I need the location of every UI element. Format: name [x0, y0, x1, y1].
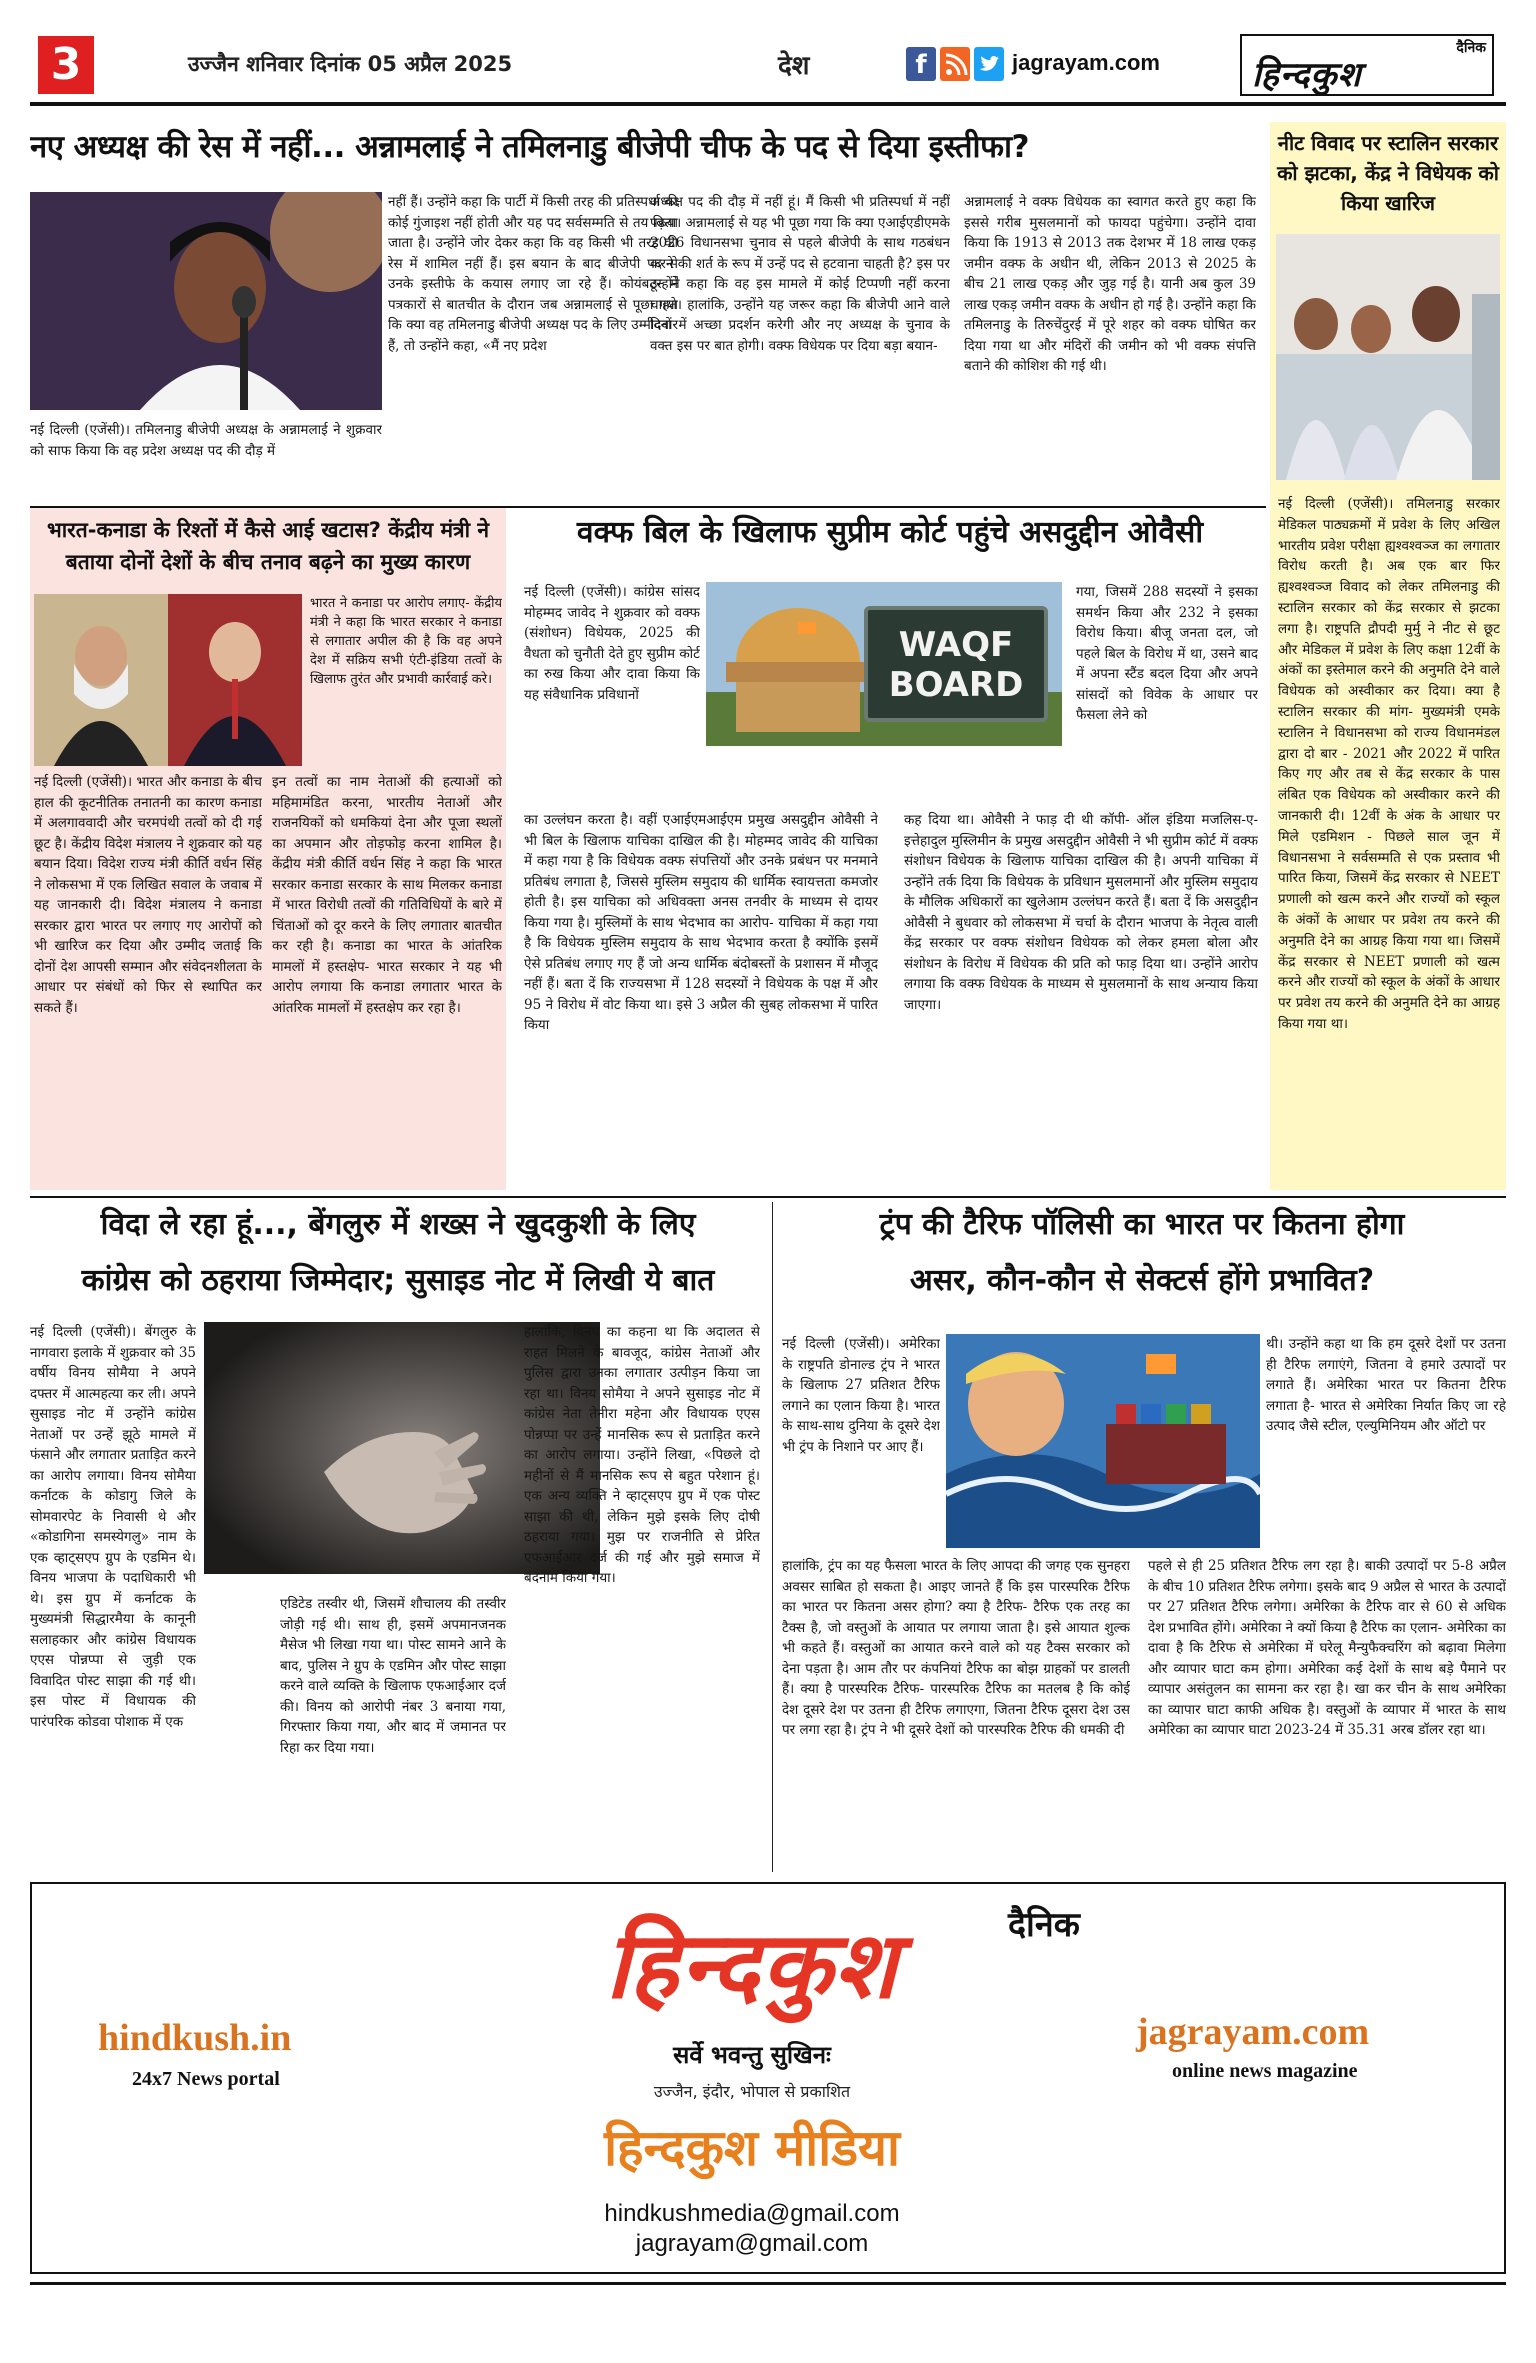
article5-headline-line2: कांग्रेस को ठहराया जिम्मेदार; सुसाइड नोट में लिखी ये बात: [81, 1263, 715, 1298]
ad-left-site[interactable]: hindkush.in: [98, 2017, 292, 2059]
article2-body: नई दिल्ली (एजेंसी)। तमिलनाडु सरकार मेडिकल पाठ्यक्रमों में प्रवेश के लिए अखिल भारतीय प्रवेश परीक्षा ह्यश्वश्वञ्ज का लगातार विरोध करती है। अब एक बार फिर ह्यश्वश्वञ्ज विवाद को लेकर तमिलनाडु की स्टालिन सरकार को केंद्र सरकार से झटका लगा है। राष्ट्रपति द्रौपदी मुर्मु ने नीट से छूट और मेडिकल में प्रवेश के लिए कक्षा 12वीं के अंकों का इस्तेमाल करने की अनुमति देने वाले विधेयक को अस्वीकार कर दिया। क्या है स्टालिन सरकार की मांग- मुख्यमंत्री एमके स्टालिन ने विधानसभा को राज्य विधानमंडल द्वारा दो बार - 2021 और 2022 में पारित किए गए और तब से केंद्र सरकार के पास लंबित एक विधेयक को अस्वीकार करने की जानकारी दी। 12वीं के अंक के आधार पर मिले एडमिशन - पिछले साल जून में विधानसभा ने सर्वसम्मति से एक प्रस्ताव भी पारित किया, जिसमें केंद्र सरकार से NEET प्रणाली को खत्म करने और राज्यों को स्कूल के अंकों के आधार पर प्रवेश तय करने की अनुमति देने का आग्रह किया गया था। जिसमें केंद्र सरकार से NEET प्रणाली को खत्म करने और राज्यों को स्कूल के अंकों के आधार पर प्रवेश तय करने की अनुमति देने का आग्रह किया गया था।: [1278, 496, 1500, 1032]
article1-col-2: नहीं हैं। उन्होंने कहा कि पार्टी में किसी तरह की प्रतिस्पर्धा की कोई गुंजाइश नहीं होती और यह पद सर्वसम्मति से तय किया जाता है। उन्होंने जोर देकर कहा कि वह किसी भी तरह की रेस में शामिल नहीं हैं। इस बयान के बाद बीजेपी पद से उनके इस्तीफे के कयास लगाए जा रहे हैं। कोयंबटूर में पत्रकारों से बातचीत के दौरान जब अन्नामलाई से पूछा गया कि क्या वह तमिलनाडु बीजेपी अध्यक्ष पद के लिए उम्मीदवार हैं, तो उन्होंने कहा, «मैं नए प्रदेश: [388, 194, 678, 354]
article3-headline: भारत-कनाडा के रिश्तों में कैसे आई खटास? केंद्रीय मंत्री ने बताया दोनों देशों के बीच तनाव बढ़ने का मुख्य कारण: [46, 518, 490, 574]
ad-brand: हिन्दकुश: [605, 1911, 899, 2019]
article4-col-a: नई दिल्ली (एजेंसी)। कांग्रेस सांसद मोहम्मद जावेद ने शुक्रवार को वक्फ (संशोधन) विधेयक, 2025 की वैधता को चुनौती देते हुए सुप्रीम कोर्ट का रुख किया और दावा किया कि यह संवैधानिक प्रविधानों: [524, 584, 700, 703]
waqf-sign-line2: BOARD: [888, 665, 1024, 705]
section-label: देश: [778, 51, 810, 81]
article6-col-c: थी। उन्होंने कहा था कि हम दूसरे देशों पर उतना ही टैरिफ लगाएंगे, जितना वे हमारे उत्पादों पर लगाते हैं। अमेरिका भारत पर कितना टैरिफ लगाता है- भारत से अमेरिका निर्यात किए जा रहे उत्पाद जैसे स्टील, एल्युमिनियम और ऑटो पर: [1266, 1336, 1506, 1434]
article3-col-right-top: भारत ने कनाडा पर आरोप लगाए- केंद्रीय मंत्री ने कहा कि भारत सरकार ने कनाडा से लगातार अपील की है कि वह अपने देश में सक्रिय सभी एंटी-इंडिया तत्वों के खिलाफ तुरंत और प्रभावी कार्रवाई करे।: [310, 596, 502, 687]
article5-col-a: नई दिल्ली (एजेंसी)। बेंगलुरु के नागवारा इलाके में शुक्रवार को 35 वर्षीय विनय सोमैया ने अपने दफ्तर में आत्महत्या कर ली। अपने सुसाइड नोट में उन्होंने कांग्रेस नेताओं पर उन्हें झूठे मामले में फंसाने और लगातार प्रताड़ित करने का आरोप लगाया। विनय सोमैया कर्नाटक के कोडागु जिले के सोमवारपेट के निवासी थे और «कोडागिना समस्येगलु» नाम के एक व्हाट्सएप ग्रुप के एडमिन थे। विनय भाजपा के पदाधिकारी भी थे। इस ग्रुप में कर्नाटक के मुख्यमंत्री सिद्धारमैया के कानूनी सलाहकार और कांग्रेस विधायक एएस पोन्नप्पा से जुड़ी एक विवादित पोस्ट साझा की गई थी। इस पोस्ट में विधायक की पारंपरिक कोडवा पोशाक में एक: [30, 1324, 196, 1730]
masthead-logo-text: हिन्दकुश: [1252, 55, 1362, 95]
article4-col-d: कह दिया था। ओवैसी ने फाड़ दी थी कॉपी- ऑल इंडिया मजलिस-ए-इत्तेहादुल मुस्लिमीन के प्रमुख असदुद्दीन ओवैसी ने भी सुप्रीम कोर्ट में वक्फ संशोधन विधेयक के खिलाफ याचिका दाखिल की है। अपनी याचिका में उन्होंने तर्क दिया कि विधेयक के प्रविधान मुसलमानों और मुस्लिम समुदाय के मौलिक अधिकारों का खुलेआम उल्लंघन करते हैं। बता दें कि असदुद्दीन ओवैसी ने बुधवार को लोकसभा में चर्चा के दौरान भाजपा के नेतृत्व वाली केंद्र सरकार पर वक्फ संशोधन विधेयक को लेकर हमला बोला और संशोधन के विरोध में विधेयक की प्रति को फाड़ दिया था। उन्होंने आरोप लगाया कि वक्फ विधेयक के माध्यम से मुसलमानों के साथ अन्याय किया जाएगा।: [904, 812, 1258, 1013]
article3-col-left: नई दिल्ली (एजेंसी)। भारत और कनाडा के बीच हाल की कूटनीतिक तनातनी का कारण कनाडा में अलगाववादी और चरमपंथी तत्वों को दी गई छूट है। केंद्रीय विदेश मंत्रालय ने शुक्रवार को यह बयान दिया। विदेश राज्य मंत्री कीर्ति वर्धन सिंह ने लोकसभा में एक लिखित सवाल के जवाब में यह जानकारी दी। विदेश मंत्रालय ने कनाडा सरकार द्वारा भारत पर लगाए गए आरोपों को भी खारिज कर दिया और उम्मीद जताई कि दोनों देश आपसी सम्मान और संवेदनशीलता के आधार पर संबंधों को फिर से स्थापित कर सकते हैं।: [34, 774, 262, 1016]
masthead-website[interactable]: jagrayam.com: [1012, 50, 1160, 75]
article4-col-b: गया, जिसमें 288 सदस्यों ने इसका समर्थन किया और 232 ने इसका विरोध किया। बीजू जनता दल, जो पहले बिल के विरोध में था, उसने बाद में अपना स्टैंड बदल दिया और अपने सांसदों को विवेक के आधार पर फैसला लेने को: [1076, 584, 1258, 723]
ad-brand-small: दैनिक: [1008, 1905, 1080, 1945]
waqf-sign-line1: WAQF: [898, 625, 1014, 665]
ad-left-tag: 24x7 News portal: [132, 2068, 280, 2090]
modi-carney-photo: [34, 594, 302, 766]
article5-headline-line1: विदा ले रहा हूं..., बेंगलुरु में शख्स ने खुदकुशी के लिए: [100, 1207, 696, 1242]
masthead-logo-small: दैनिक: [1456, 40, 1486, 56]
rss-icon[interactable]: [940, 47, 970, 81]
article6-col-b: हालांकि, ट्रंप का यह फैसला भारत के लिए आपदा की जगह एक सुनहरा अवसर साबित हो सकता है। आइए जानते हैं कि इस पारस्परिक टैरिफ का भारत पर कितना असर होगा? क्या है टैरिफ- टैरिफ एक तरह का टैक्स है, जो वस्तुओं के आयात पर लगाया जाता है। इसे आयात शुल्क भी कहते हैं। वस्तुओं का आयात करने वाले को यह टैक्स सरकार को देना पड़ता है। आम तौर पर कंपनियां टैरिफ का बोझ ग्राहकों पर डालती हैं। क्या है पारस्परिक टैरिफ- पारस्परिक टैरिफ का मतलब है कि कोई देश दूसरे देश पर उतना ही टैरिफ लगाएगा, जितना टैरिफ दूसरा देश उस पर लगा रहा है। ट्रंप ने भी दूसरे देशों को पारस्परिक टैरिफ की धमकी दी: [782, 1558, 1130, 1738]
page-number-badge: 3: [38, 36, 94, 94]
divider-bottom: [772, 1202, 773, 1872]
footer-rule: [30, 2282, 1506, 2285]
ad-motto: सर्वे भवन्तु सुखिनः: [673, 2041, 831, 2069]
ad-published-from: उज्जैन, इंदौर, भोपाल से प्रकाशित: [653, 2082, 851, 2101]
stalin-photo: [1276, 234, 1500, 480]
article1-col-3: अध्यक्ष पद की दौड़ में नहीं हूं। मैं किसी भी प्रतिस्पर्धा में नहीं पड़ता। अन्नामलाई से यह भी पूछा गया कि क्या एआईएडीएमके 2026 विधानसभा चुनाव से पहले बीजेपी के साथ गठबंधन करने की शर्त के रूप में उन्हें पद से हटवाना चाहती है? इस पर उन्होंने कहा कि वह इस मामले में कोई टिप्पणी नहीं करना चाहते। हालांकि, उन्होंने यह जरूर कहा कि बीजेपी आने वाले दिनों में अच्छा प्रदर्शन करेगी और नए अध्यक्ष के चुनाव के वक्त इस पर बात होगी। वक्फ विधेयक पर दिया बड़ा बयान-: [650, 194, 950, 354]
article1-headline: नए अध्यक्ष की रेस में नहीं... अन्नामलाई ने तमिलनाडु बीजेपी चीफ के पद से दिया इस्तीफा?: [30, 129, 1029, 165]
article5-col-c: हालांकि, विनय का कहना था कि अदालत से राहत मिलने के बावजूद, कांग्रेस नेताओं और पुलिस द्वारा उनका लगातार उत्पीड़न किया जा रहा था। विनय सोमैया ने अपने सुसाइड नोट में कांग्रेस नेता तेनीरा महेना और विधायक एएस पोन्नप्पा पर उन्हें मानसिक रूप से प्रताड़ित करने का आरोप लगाया। उन्होंने लिखा, «पिछले दो महीनों से मैं मानसिक रूप से बहुत परेशान हूं। एक अन्य व्यक्ति ने व्हाट्सएप ग्रुप में एक पोस्ट साझा की थी, लेकिन मुझे इसके लिए दोषी ठहराया गया। मुझ पर राजनीति से प्रेरित एफआईआर दर्ज की गई और मुझे समाज में बदनाम किया गया।: [524, 1324, 760, 1586]
trump-tariff-photo: [946, 1334, 1260, 1548]
facebook-icon[interactable]: f: [906, 47, 936, 81]
masthead-rule: [30, 102, 1506, 106]
article4-headline: वक्फ बिल के खिलाफ सुप्रीम कोर्ट पहुंचे असदुद्दीन ओवैसी: [576, 515, 1204, 550]
article6-col-a: नई दिल्ली (एजेंसी)। अमेरिका के राष्ट्रपति डोनाल्ड ट्रंप ने भारत के खिलाफ 27 प्रतिशत टैरिफ लगाने का एलान किया है। भारत के साथ-साथ दुनिया के दूसरे देश भी ट्रंप के निशाने पर आए हैं।: [782, 1336, 940, 1455]
ad-email-2[interactable]: jagrayam@gmail.com: [635, 2230, 869, 2257]
article5-col-b: एडिटेड तस्वीर थी, जिसमें शौचालय की तस्वीर जोड़ी गई थी। साथ ही, इसमें अपमानजनक मैसेज भी लिखा गया था। पोस्ट सामने आने के बाद, पुलिस ने ग्रुप के एडमिन और पोस्ट साझा करने वाले व्यक्ति के खिलाफ एफआईआर दर्ज की। विनय को आरोपी नंबर 3 बनाया गया, गिरफ्तार किया गया, और बाद में जमानत पर रिहा कर दिया गया।: [280, 1596, 506, 1756]
article2-headline: नीट विवाद पर स्टालिन सरकार को झटका, केंद्र ने विधेयक को किया खारिज: [1277, 131, 1499, 215]
rule-mid: [30, 1196, 1506, 1198]
article3-col-right: इन तत्वों का नाम नेताओं की हत्याओं को महिमामंडित करना, भारतीय नेताओं और राजनयिकों को धमकियां देना और पूजा स्थलों का अपमान और तोड़फोड़ करना शामिल है। केंद्रीय मंत्री कीर्ति वर्धन सिंह ने कहा कि भारत सरकार कनाडा सरकार के साथ मिलकर कनाडा में भारत विरोधी तत्वों की गतिविधियों के बारे में चिंताओं को दूर करने के लिए लगातार बातचीत कर रही है। कनाडा का भारत के आंतरिक मामलों में हस्तक्षेप- भारत सरकार ने यह भी आरोप लगाया कि कनाडा लगातार भारत के आंतरिक मामलों में हस्तक्षेप कर रहा है।: [272, 774, 502, 1016]
ad-right-site[interactable]: jagrayam.com: [1136, 2011, 1370, 2053]
article2-box: [1270, 122, 1506, 1190]
article3-box: [30, 508, 506, 1190]
ad-media: हिन्दकुश मीडिया: [604, 2119, 900, 2177]
masthead: [30, 30, 1506, 102]
twitter-icon[interactable]: [974, 47, 1004, 81]
dateline: उज्जैन शनिवार दिनांक 05 अप्रैल 2025: [188, 52, 513, 76]
article1-col-1: नई दिल्ली (एजेंसी)। तमिलनाडु बीजेपी अध्यक्ष के अन्नामलाई ने शुक्रवार को साफ किया कि वह प्रदेश अध्यक्ष पद की दौड़ में: [30, 422, 382, 459]
waqf-board-photo: [706, 582, 1062, 746]
article4-col-c: का उल्लंघन करता है। वहीं एआईएमआईएम प्रमुख असदुद्दीन ओवैसी ने भी बिल के खिलाफ याचिका दाखिल की है। मोहम्मद जावेद की याचिका में कहा गया है कि विधेयक वक्फ संपत्तियों और उनके प्रबंधन पर मनमाने प्रतिबंध लगाता है, जिससे मुस्लिम समुदाय की धार्मिक स्वायत्तता कमजोर होती है। इस याचिका को अधिवक्ता अनस तनवीर के माध्यम से दायर किया गया है। मुस्लिमों के साथ भेदभाव का आरोप- याचिका में कहा गया है कि विधेयक मुस्लिम समुदाय के साथ भेदभाव करता है क्योंकि इसमें ऐसे प्रतिबंध लगाए गए हैं जो अन्य धार्मिक बंदोबस्तों के प्रशासन में मौजूद नहीं हैं। बता दें कि राज्यसभा में 128 सदस्यों ने विधेयक के पक्ष में और 95 ने विरोध में वोट किया था। इसे 3 अप्रैल की सुबह लोकसभा में पारित किया: [524, 812, 878, 1033]
ad-right-tag: online news magazine: [1172, 2060, 1358, 2082]
annamalai-photo: [30, 192, 382, 410]
article6-col-d: पहले से ही 25 प्रतिशत टैरिफ लग रहा है। बाकी उत्पादों पर 5-8 अप्रैल के बीच 10 प्रतिशत टैरिफ लगेगा। इसके बाद 9 अप्रैल से भारत के उत्पादों पर 27 प्रतिशत टैरिफ लगेगा। अमेरिका के टैरिफ वार से 60 से अधिक देश प्रभावित होंगे। अमेरिका ने क्यों किया है टैरिफ का एलान- अमेरिका का दावा है कि टैरिफ से अमेरिका में घरेलू मैन्युफैक्चरिंग को बढ़ावा मिलेगा और व्यापार घाटा कम होगा। अमेरिका कई देशों के साथ बड़े पैमाने पर व्यापार असंतुलन का सामना कर रहा है। खा कर चीन के साथ अमेरिका का व्यापार घाटा काफी अधिक है। वस्तुओं के व्यापार में भारत के साथ अमेरिका का व्यापार घाटा 2023-24 में 35.31 अरब डॉलर रहा था।: [1148, 1558, 1506, 1738]
article6-headline-line2: असर, कौन-कौन से सेक्टर्स होंगे प्रभावित?: [909, 1263, 1375, 1298]
article1-col-4: अन्नामलाई ने वक्फ विधेयक का स्वागत करते हुए कहा कि इससे गरीब मुसलमानों को फायदा पहुंचेगा। उन्होंने दावा किया कि 1913 से 2013 तक देशभर में 18 लाख एकड़ जमीन वक्फ के अधीन थी, लेकिन 2013 से 2025 के बीच 21 लाख एकड़ और जुड़ गई है। यानी अब कुल 39 लाख एकड़ जमीन वक्फ के अधीन हो गई है। उन्होंने कहा कि तमिलनाडु के तिरुचेंदुरई में पूरे शहर को वक्फ घोषित कर दिया गया था और मंदिरों की जमीन को भी वक्फ संपत्ति बताने की कोशिश की गई थी।: [964, 194, 1256, 374]
article6-headline-line1: ट्रंप की टैरिफ पॉलिसी का भारत पर कितना होगा: [879, 1207, 1405, 1242]
ad-email-1[interactable]: hindkushmedia@gmail.com: [604, 2200, 900, 2227]
masthead-logo: [1240, 34, 1494, 96]
hindkush-ad: [30, 1882, 1506, 2274]
